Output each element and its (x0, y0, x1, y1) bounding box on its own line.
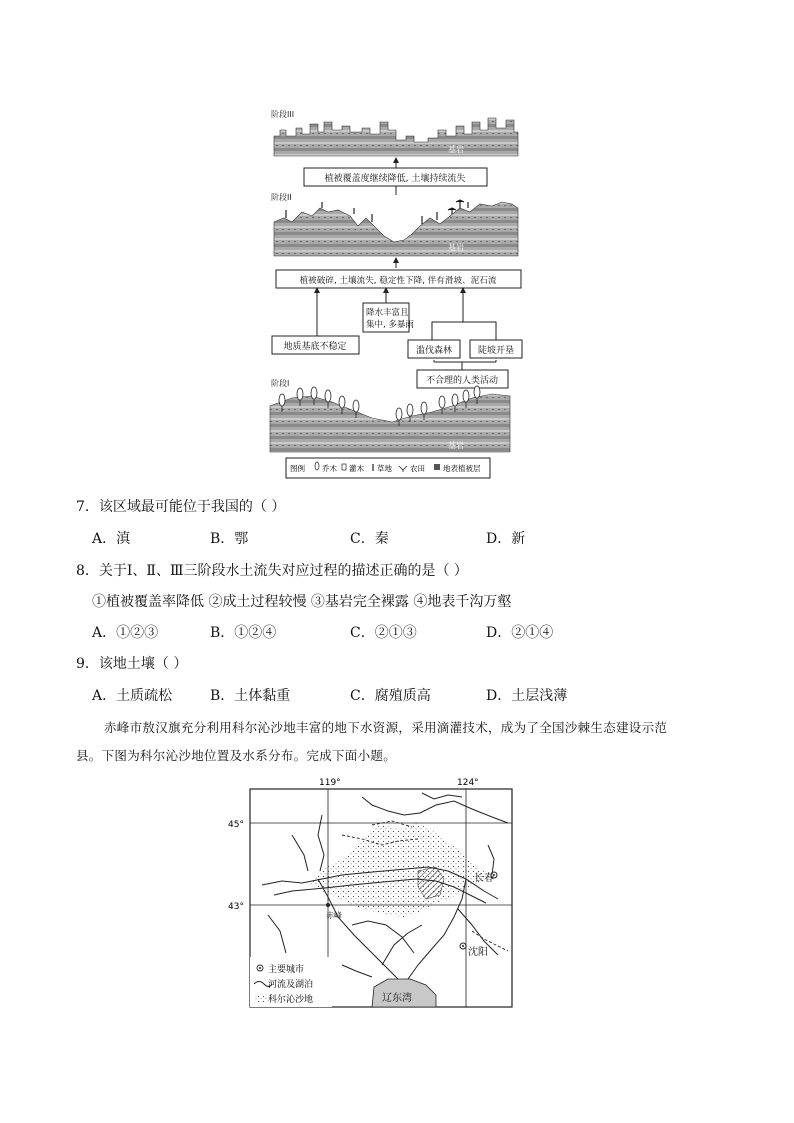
legend-title: 图例 (290, 464, 305, 473)
legend-river-label: 河流及湖泊 (268, 980, 314, 990)
question-8-statements: ①植被覆盖率降低 ②成土过程较慢 ③基岩完全裸露 ④地表千沟万壑 (92, 594, 512, 610)
legend-tree: 乔木 (322, 464, 337, 473)
passage-line-1: 赤峰市敖汉旗充分利用科尔沁沙地丰富的地下水资源，采用滴灌技术，成为了全国沙棘生态建设示范 (104, 720, 668, 735)
cover-icon (434, 464, 440, 470)
stage2-label: 阶段II (271, 193, 292, 202)
stage2-terrain (274, 202, 518, 256)
question-8-option-c[interactable]: C．②①③ (350, 625, 417, 641)
stage1-terrain (270, 394, 510, 452)
shrub-icon (342, 464, 346, 470)
box-deforestation-text: 滥伐森林 (415, 346, 453, 356)
legend-grass: 草地 (377, 464, 392, 473)
tree-icon (315, 462, 319, 470)
question-8-option-a[interactable]: A．①②③ (92, 625, 159, 641)
question-9-option-a[interactable]: A．土质疏松 (92, 688, 173, 704)
stage1-bedrock-label: 基岩 (448, 441, 464, 450)
legend-sand-label: 科尔沁沙地 (268, 995, 314, 1005)
question-9-option-d[interactable]: D．土层浅薄 (486, 688, 568, 704)
question-9-option-c[interactable]: C．腐殖质高 (350, 688, 431, 704)
box-rainfall-text-1: 降水丰富且 (366, 308, 409, 318)
legend-city-label: 主要城市 (268, 965, 305, 975)
question-7-option-a[interactable]: A．滇 (92, 531, 131, 547)
soil-erosion-diagram (262, 100, 532, 485)
latitude-43: 43° (228, 902, 244, 912)
city-chifeng: 赤峰 (326, 911, 342, 920)
stage3-label: 阶段III (271, 110, 295, 119)
stage2-bedrock-label: 基岩 (448, 243, 464, 252)
box-human-activity-text: 不合理的人类活动 (425, 376, 499, 386)
longitude-124: 124° (457, 778, 479, 788)
city-shenyang: 沈阳 (468, 947, 488, 958)
stage1-label: 阶段I (271, 379, 290, 388)
question-7-stem: 7．该区域最可能位于我国的（ ） (76, 499, 286, 515)
longitude-119: 119° (319, 778, 341, 788)
box-geology-text: 地质基底不稳定 (283, 342, 347, 352)
question-7-option-c[interactable]: C．秦 (350, 531, 389, 547)
question-9-stem: 9．该地土壤（ ） (76, 656, 188, 672)
chifeng-city-icon (326, 903, 330, 907)
city-changchun: 长春 (474, 873, 494, 884)
box-slope-farming-text: 陡坡开垦 (477, 346, 515, 356)
stage3-terrain (274, 118, 518, 156)
question-8-option-d[interactable]: D．②①④ (486, 625, 554, 641)
box-rainfall-text-2: 集中, 多暴雨 (366, 320, 414, 330)
box-fragmentation-text: 植被破碎, 土壤流失, 稳定性下降, 伴有滑坡、泥石流 (299, 276, 497, 286)
latitude-45: 45° (228, 820, 244, 830)
passage-line-2: 县。下图为科尔沁沙地位置及水系分布。完成下面小题。 (76, 748, 397, 763)
horqin-sandy-land-map (222, 775, 522, 1011)
legend-shrub: 灌木 (349, 464, 364, 473)
question-8-option-b[interactable]: B．①②④ (210, 625, 277, 641)
question-8-stem: 8．关于Ⅰ、Ⅱ、Ⅲ三阶段水土流失对应过程的描述正确的是（ ） (76, 563, 468, 579)
question-7-option-b[interactable]: B．鄂 (210, 531, 249, 547)
stage3-bedrock-label: 基岩 (448, 145, 464, 154)
question-7-option-d[interactable]: D．新 (486, 531, 526, 547)
legend-farmland: 农田 (410, 464, 425, 473)
legend-sand-icon (254, 994, 268, 1002)
legend-cover: 地表植被层 (443, 464, 481, 473)
question-9-option-b[interactable]: B．土体黏重 (210, 688, 291, 704)
bay-liaodong: 辽东湾 (382, 993, 412, 1004)
box-vegetation-decline-text: 植被覆盖度继续降低, 土壤持续流失 (324, 174, 466, 184)
